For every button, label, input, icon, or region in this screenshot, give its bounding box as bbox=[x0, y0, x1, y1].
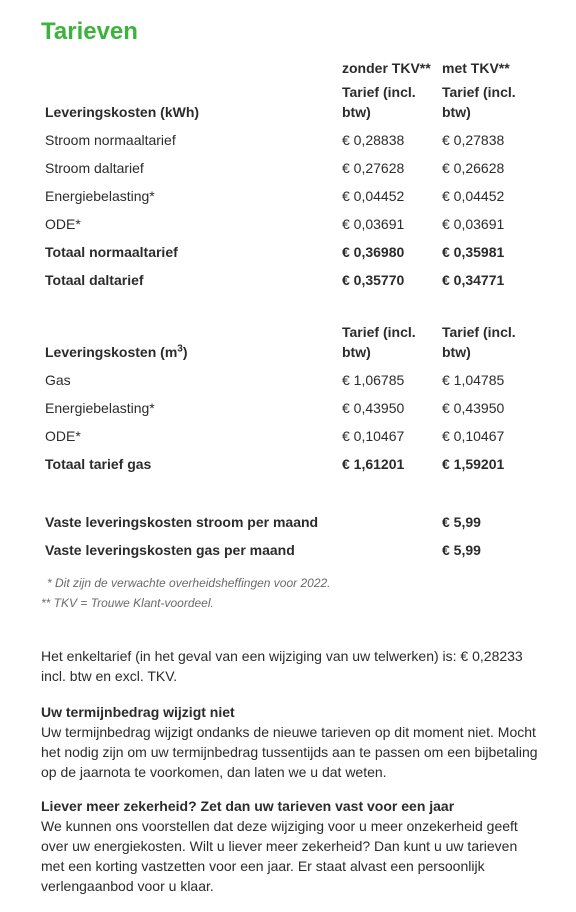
row-label: Totaal daltarief bbox=[45, 272, 144, 288]
termijn-body: Uw termijnbedrag wijzigt ondanks de nieuwe tarieven op dit moment niet. Mocht het nodig zijn om uw termijnbedrag tussentijds aan te passen om een bijbetaling op de jaarnota te voorkomen, dan laten we u dat weten. bbox=[41, 724, 538, 780]
row-value-met: € 5,99 bbox=[442, 514, 481, 530]
row-label: Totaal normaaltarief bbox=[45, 244, 178, 260]
row-value-met: € 5,99 bbox=[442, 542, 481, 558]
row-value-met: € 0,03691 bbox=[442, 216, 505, 232]
row-value-met: € 1,04785 bbox=[442, 372, 505, 388]
row-value-zonder: € 0,03691 bbox=[342, 216, 405, 232]
row-label: Energiebelasting* bbox=[45, 400, 155, 416]
gas-col1-subheader: Tarief (incl. btw) bbox=[342, 324, 416, 360]
zekerheid-body: We kunnen ons voorstellen dat deze wijziging voor u meer onzekerheid geeft over uw energiekosten. Wilt u liever meer zekerheid? Dan kunt u uw tarieven met een korting vastzetten voor een jaar. Er staat alvast een persoonlijk verlengaanbod voor u klaar. bbox=[41, 818, 518, 894]
row-value-met: € 0,35981 bbox=[442, 244, 505, 260]
row-label: Gas bbox=[45, 372, 71, 388]
row-value-zonder: € 1,61201 bbox=[342, 456, 405, 472]
footnote-tkv: ** TKV = Trouwe Klant-voordeel. bbox=[41, 596, 214, 610]
row-value-zonder: € 0,10467 bbox=[342, 428, 405, 444]
row-label: ODE* bbox=[45, 216, 81, 232]
gas-col2-subheader: Tarief (incl. btw) bbox=[442, 324, 516, 360]
page-title: Tarieven bbox=[41, 18, 138, 45]
row-value-zonder: € 0,35770 bbox=[342, 272, 405, 288]
row-value-zonder: € 0,27628 bbox=[342, 160, 405, 176]
row-value-met: € 1,59201 bbox=[442, 456, 505, 472]
row-label: Stroom daltarief bbox=[45, 160, 144, 176]
zekerheid-heading: Liever meer zekerheid? Zet dan uw tarieven vast voor een jaar bbox=[41, 798, 455, 814]
row-value-met: € 0,43950 bbox=[442, 400, 505, 416]
stroom-section-heading: Leveringskosten (kWh) bbox=[45, 104, 200, 120]
termijn-section bbox=[41, 702, 541, 782]
row-value-met: € 0,04452 bbox=[442, 188, 505, 204]
row-value-met: € 0,10467 bbox=[442, 428, 505, 444]
row-value-met: € 0,27838 bbox=[442, 132, 505, 148]
row-value-zonder: € 0,28838 bbox=[342, 132, 405, 148]
column-header-met-tkv: met TKV** bbox=[442, 60, 510, 76]
row-value-zonder: € 1,06785 bbox=[342, 372, 405, 388]
stroom-col2-subheader: Tarief (incl. btw) bbox=[442, 84, 516, 120]
row-value-met: € 0,26628 bbox=[442, 160, 505, 176]
row-value-zonder: € 0,36980 bbox=[342, 244, 405, 260]
row-label: Totaal tarief gas bbox=[45, 456, 152, 472]
gas-section-heading: Leveringskosten $(m^3)$ bbox=[45, 343, 188, 360]
stroom-col1-subheader: Tarief (incl. btw) bbox=[342, 84, 416, 120]
row-label: Vaste leveringskosten gas per maand bbox=[45, 542, 295, 558]
column-header-zonder-tkv: zonder TKV** bbox=[342, 60, 431, 76]
row-label: Energiebelasting* bbox=[45, 188, 155, 204]
row-label: Vaste leveringskosten stroom per maand bbox=[45, 514, 319, 530]
row-label: Stroom normaaltarief bbox=[45, 132, 176, 148]
row-value-zonder: € 0,04452 bbox=[342, 188, 405, 204]
zekerheid-section bbox=[41, 796, 541, 896]
row-label: ODE* bbox=[45, 428, 81, 444]
footnote-heffingen: * Dit zijn de verwachte overheidsheffingen voor 2022. bbox=[47, 576, 331, 590]
row-value-zonder: € 0,43950 bbox=[342, 400, 405, 416]
enkeltarief-text: Het enkeltarief (in het geval van een wijziging van uw telwerken) is: € 0,28233 incl. btw en excl. TKV. bbox=[41, 648, 523, 684]
row-value-met: € 0,34771 bbox=[442, 272, 505, 288]
termijn-heading: Uw termijnbedrag wijzigt niet bbox=[41, 704, 235, 720]
